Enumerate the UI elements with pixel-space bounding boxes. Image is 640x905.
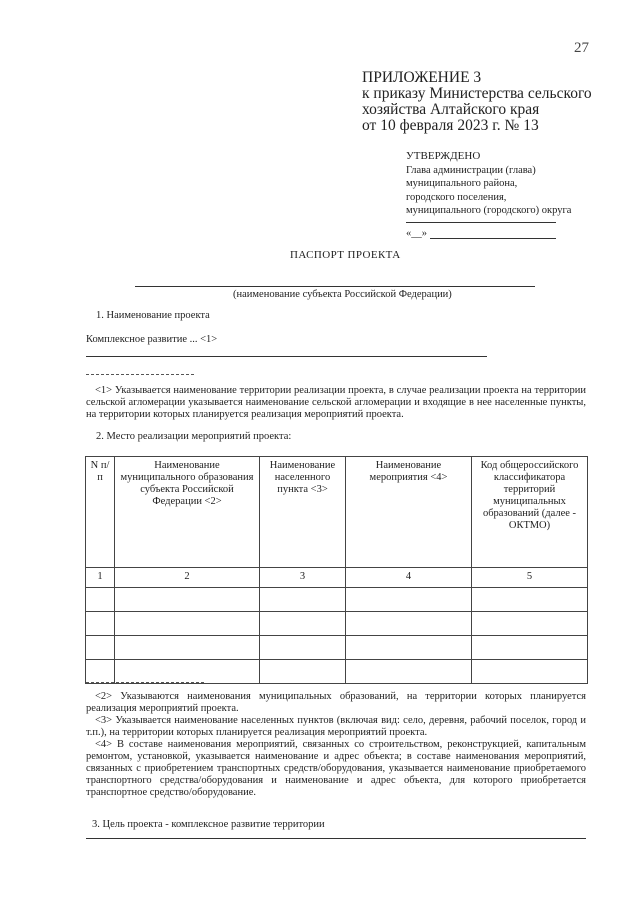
approved-title: УТВЕРЖДЕНО bbox=[406, 150, 481, 162]
table-cell[interactable] bbox=[346, 612, 472, 636]
approval-date-line bbox=[430, 238, 556, 239]
table-cell[interactable] bbox=[472, 636, 588, 660]
footnote-1-text: Указывается наименование территории реализации проекта, в случае реализации проекта на территории сельской агломерации указывается наименование сельской агломерации и входящие в нее населенные пункты, на территории которых планируется реализация мероприятий проекта. bbox=[86, 385, 586, 420]
footnotes-block bbox=[86, 691, 586, 799]
header-cell-settlement: Наименование населенного пункта <3> bbox=[260, 457, 346, 568]
table-cell[interactable] bbox=[346, 660, 472, 684]
location-table bbox=[85, 456, 588, 684]
table-cell[interactable] bbox=[115, 612, 260, 636]
table-cell[interactable] bbox=[260, 660, 346, 684]
table-cell[interactable] bbox=[346, 588, 472, 612]
table-cell[interactable] bbox=[472, 660, 588, 684]
table-cell[interactable] bbox=[346, 636, 472, 660]
table-header-row bbox=[86, 457, 588, 568]
header-cell-event: Наименование мероприятия <4> bbox=[346, 457, 472, 568]
subject-name-line bbox=[135, 286, 535, 287]
footnote-separator bbox=[86, 374, 194, 375]
project-name-value: Комплексное развитие ... <1> bbox=[86, 334, 218, 345]
table-cell[interactable] bbox=[115, 636, 260, 660]
table-cell[interactable] bbox=[260, 612, 346, 636]
project-goal-line bbox=[86, 838, 586, 839]
table-row bbox=[86, 636, 588, 660]
table-cell[interactable] bbox=[86, 588, 115, 612]
section-1-heading: 1. Наименование проекта bbox=[96, 310, 210, 321]
footnote-3: <3> Указывается наименование населенных пунктов (включая вид: село, деревня, рабочий поселок, город и т.п.), на территории которых планируется реализация мероприятий проекта. bbox=[86, 715, 586, 738]
subject-caption: (наименование субъекта Российской Федерации) bbox=[233, 289, 452, 300]
table-cell[interactable] bbox=[260, 588, 346, 612]
footnote-2: <2> Указываются наименования муниципальных образований, на территории которых планируется реализация мероприятий проекта. bbox=[86, 691, 586, 714]
table-row bbox=[86, 660, 588, 684]
column-number: 3 bbox=[260, 568, 346, 588]
approval-date-prefix: «__» bbox=[406, 228, 427, 239]
signature-line bbox=[406, 222, 556, 223]
approved-line: муниципального (городского) округа bbox=[406, 205, 572, 216]
footnote-4: <4> В составе наименования мероприятий, связанных со строительством, реконструкцией, капитальным ремонтом, установкой, указывается наименование и адрес объекта; в составе наименования мероприятий, связанных с приобретением транспортных средств/оборудования, указывается наименование приобретаемого транспортного средства/оборудования и наименование и адрес объекта, для которого приобретается транспортное средство/оборудование. bbox=[86, 739, 586, 798]
table-cell[interactable] bbox=[472, 612, 588, 636]
approved-line: муниципального района, bbox=[406, 178, 518, 189]
appendix-line: к приказу Министерства сельского bbox=[362, 85, 592, 102]
table-cell[interactable] bbox=[115, 660, 260, 684]
appendix-date: от 10 февраля 2023 г. № 13 bbox=[362, 117, 539, 134]
column-number: 2 bbox=[115, 568, 260, 588]
approved-line: городского поселения, bbox=[406, 191, 507, 203]
project-name-line bbox=[86, 356, 487, 357]
footnote-1 bbox=[86, 385, 586, 421]
table-cell[interactable] bbox=[86, 660, 115, 684]
footnote-separator bbox=[86, 682, 204, 683]
table-row bbox=[86, 588, 588, 612]
page-number: 27 bbox=[574, 40, 589, 56]
document-title: ПАСПОРТ ПРОЕКТА bbox=[290, 249, 401, 261]
table-cell[interactable] bbox=[86, 636, 115, 660]
table-cell[interactable] bbox=[86, 612, 115, 636]
table-row bbox=[86, 612, 588, 636]
appendix-title: ПРИЛОЖЕНИЕ 3 bbox=[362, 69, 482, 86]
approved-line: Глава администрации (глава) bbox=[406, 164, 536, 176]
table-number-row bbox=[86, 568, 588, 588]
column-number: 5 bbox=[472, 568, 588, 588]
approval-block bbox=[406, 150, 571, 218]
header-cell-number: N п/п bbox=[86, 457, 115, 568]
header-cell-municipality: Наименование муниципального образования субъекта Российской Федерации <2> bbox=[115, 457, 260, 568]
table-cell[interactable] bbox=[260, 636, 346, 660]
section-2-heading: 2. Место реализации мероприятий проекта: bbox=[96, 431, 292, 442]
table-cell[interactable] bbox=[472, 588, 588, 612]
column-number: 4 bbox=[346, 568, 472, 588]
appendix-line: хозяйства Алтайского края bbox=[362, 101, 540, 118]
footnote-1-marker: <1> bbox=[95, 385, 113, 396]
section-3-heading: 3. Цель проекта - комплексное развитие территории bbox=[92, 819, 325, 830]
column-number: 1 bbox=[86, 568, 115, 588]
table-cell[interactable] bbox=[115, 588, 260, 612]
header-cell-oktmo: Код общероссийского классификатора территорий муниципальных образований (далее - ОКТМО) bbox=[472, 457, 588, 568]
appendix-block bbox=[362, 70, 592, 134]
